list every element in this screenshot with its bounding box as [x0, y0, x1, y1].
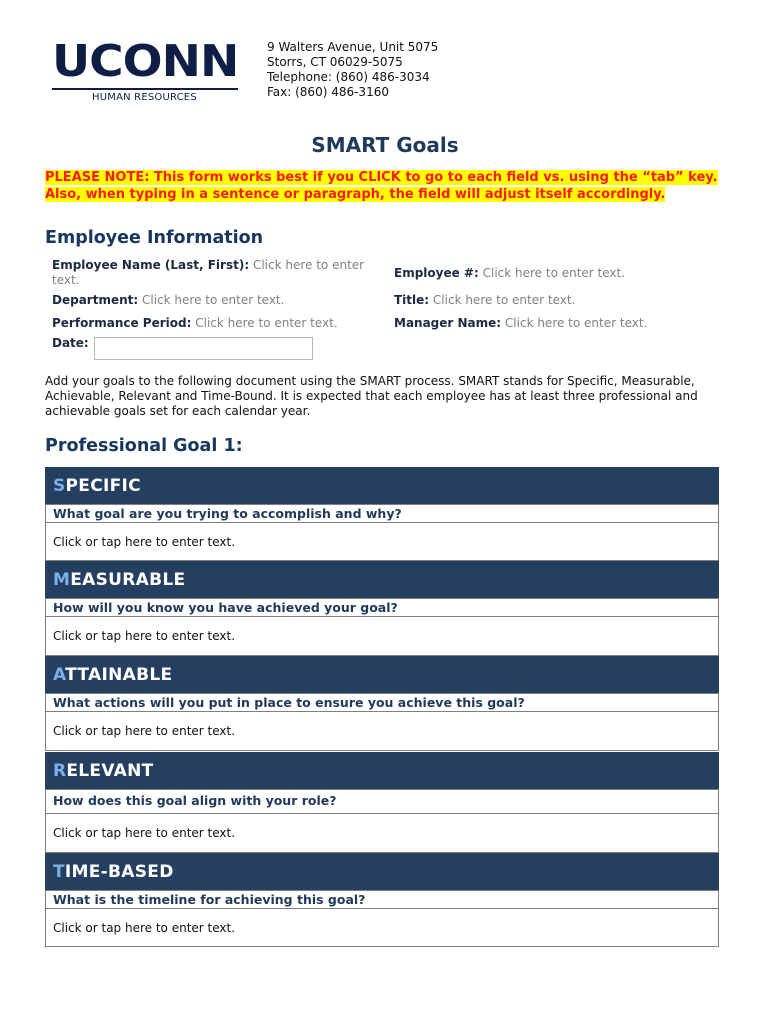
logo-wordmark: UCONN: [52, 36, 239, 87]
section-title-rest: TTAINABLE: [65, 665, 173, 685]
section-answer-field[interactable]: Click or tap here to enter text.: [45, 909, 719, 947]
form-note-text: PLEASE NOTE: This form works best if you CLICK to go to each field vs. using the “tab” key. Also, when typing in a sentence or paragraph, the field will adjust itself accordingly.: [45, 170, 718, 202]
department-label: Department:: [52, 293, 139, 307]
manager-name-label: Manager Name:: [394, 316, 502, 330]
department-field[interactable]: [52, 293, 284, 308]
performance-period-placeholder[interactable]: Click here to enter text.: [195, 316, 338, 330]
date-input[interactable]: [94, 337, 313, 360]
section-answer-field[interactable]: Click or tap here to enter text.: [45, 814, 719, 853]
page-title: SMART Goals: [311, 133, 459, 157]
employee-name-placeholder[interactable]: Click here to enter: [252, 258, 365, 272]
manager-name-field[interactable]: [394, 316, 647, 331]
form-note: [45, 169, 725, 203]
employee-number-label: Employee #:: [394, 266, 479, 280]
section-question: What actions will you put in place to ensure you achieve this goal?: [45, 693, 719, 712]
section-initial: A: [53, 665, 66, 685]
section-band-measurable: [45, 561, 719, 598]
address-line-phone: Telephone: (860) 486-3034: [267, 70, 430, 84]
section-answer-field[interactable]: Click or tap here to enter text.: [45, 617, 719, 656]
performance-period-field[interactable]: [52, 316, 338, 331]
section-question: What goal are you trying to accomplish and why?: [45, 504, 719, 523]
section-title-rest: IME-BASED: [64, 862, 174, 882]
section-initial: T: [53, 862, 65, 882]
manager-name-placeholder[interactable]: Click here to enter text.: [504, 316, 648, 330]
address-line-fax: Fax: (860) 486-3160: [267, 85, 389, 99]
section-initial: S: [53, 476, 66, 496]
section-band-specific: [45, 467, 719, 504]
uconn-logo: [52, 36, 240, 103]
section-band-attainable: [45, 656, 719, 693]
intro-paragraph: Add your goals to the following document using the SMART process. SMART stands for Specific, Measurable, Achievable, Relevant and Time-Bound. It is expected that each employee has at least three professional and achievable goals set for each calendar year.: [45, 374, 698, 418]
section-answer-field[interactable]: Click or tap here to enter text.: [45, 712, 719, 751]
section-initial: R: [53, 761, 67, 781]
date-label: Date:: [52, 336, 89, 350]
section-title-rest: ELEVANT: [66, 761, 154, 781]
employee-name-field[interactable]: [52, 258, 387, 288]
employee-name-placeholder-cont[interactable]: text.: [52, 273, 80, 287]
address-block: [267, 40, 438, 100]
employee-number-placeholder[interactable]: Click here to enter text.: [482, 266, 626, 280]
section-initial: M: [53, 570, 71, 590]
employee-name-label: Employee Name (Last, First):: [52, 258, 250, 272]
date-label-wrap: [52, 336, 89, 351]
address-line-street: 9 Walters Avenue, Unit 5075: [267, 40, 439, 54]
logo-subtitle: HUMAN RESOURCES: [92, 92, 197, 103]
section-band-time-based: [45, 853, 719, 890]
title-placeholder[interactable]: Click here to enter text.: [432, 293, 576, 307]
employee-number-field[interactable]: [394, 266, 625, 281]
address-line-city: Storrs, CT 06029-5075: [267, 55, 403, 69]
section-title-rest: EASURABLE: [70, 570, 186, 590]
logo-rule: [52, 88, 238, 90]
section-band-relevant: [45, 752, 719, 789]
section-title-rest: PECIFIC: [65, 476, 141, 496]
title-label: Title:: [394, 293, 430, 307]
section-question: What is the timeline for achieving this goal?: [45, 890, 719, 909]
section-question: How does this goal align with your role?: [45, 789, 719, 814]
section-question: How will you know you have achieved your goal?: [45, 598, 719, 617]
employee-info-heading: Employee Information: [45, 228, 264, 248]
performance-period-label: Performance Period:: [52, 316, 192, 330]
goal-heading: Professional Goal 1:: [45, 436, 243, 456]
section-answer-field[interactable]: Click or tap here to enter text.: [45, 523, 719, 561]
title-field[interactable]: [394, 293, 575, 308]
department-placeholder[interactable]: Click here to enter text.: [142, 293, 285, 307]
